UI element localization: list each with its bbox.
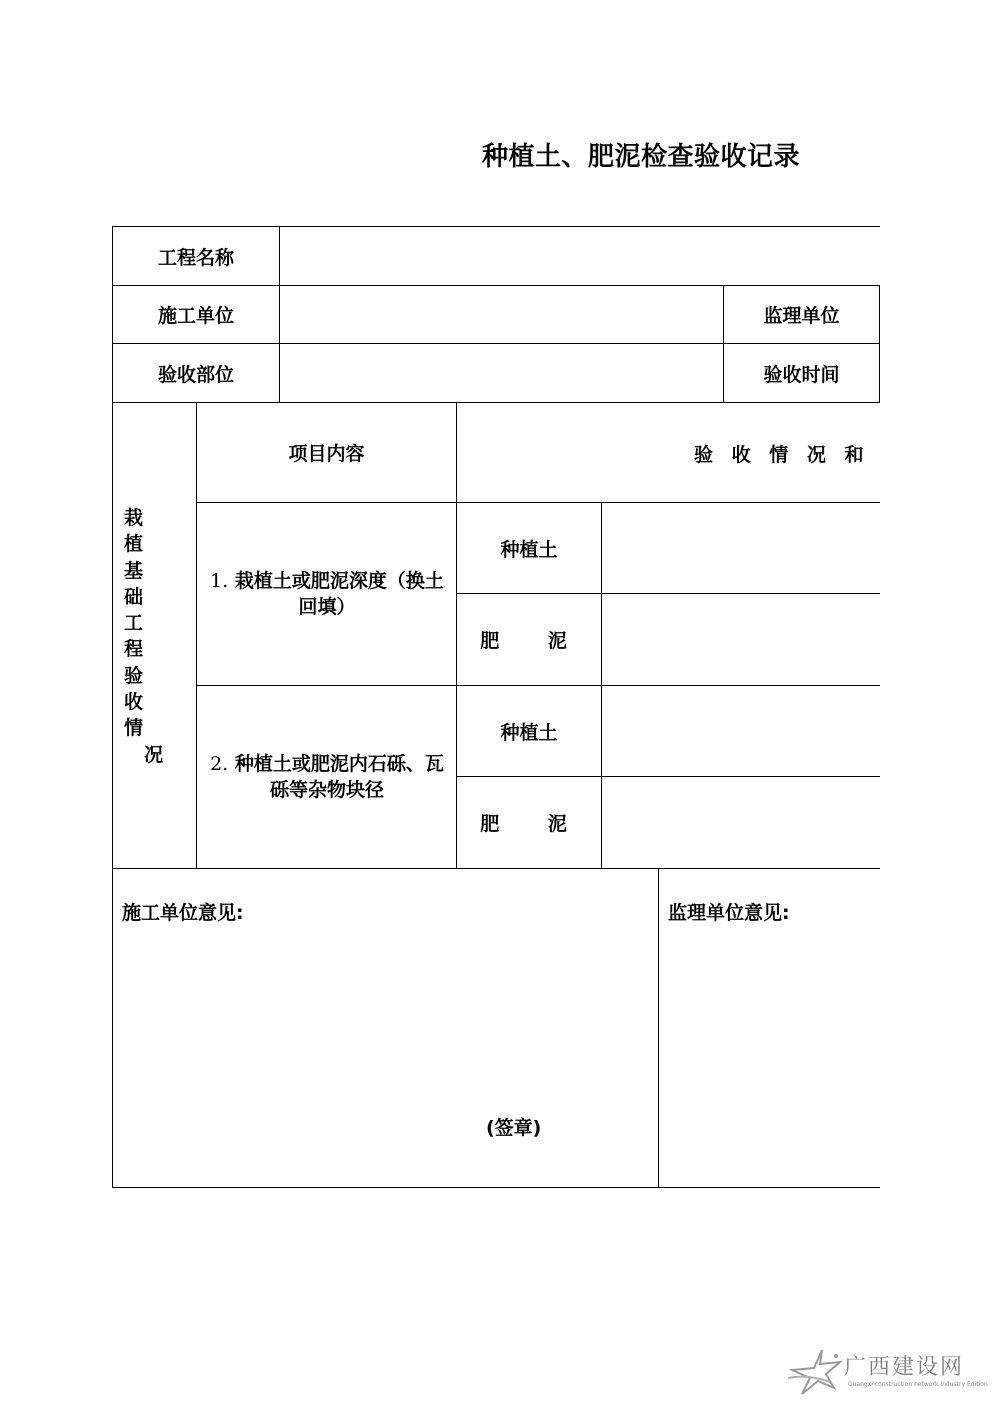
project-name-value[interactable] — [281, 228, 879, 284]
side-label-char: 况 — [144, 743, 164, 766]
acceptance-part-label: 验收部位 — [157, 363, 234, 386]
side-label-char: 工 — [124, 612, 144, 635]
project-name-label: 工程名称 — [157, 246, 234, 269]
item-1-planting-soil-result[interactable] — [603, 504, 879, 592]
construction-unit-label: 施工单位 — [157, 305, 234, 327]
item-content-header: 项目内容 — [288, 443, 365, 465]
side-label-vertical — [124, 505, 168, 768]
side-label-char: 验 — [124, 664, 144, 687]
signature-label: (签章) — [486, 1117, 542, 1139]
table-rule — [279, 226, 280, 402]
side-label-char: 础 — [124, 585, 144, 608]
item-2-text: 种植土或肥泥内石砾、瓦砾等杂物块径 — [234, 753, 444, 801]
watermark-name-en: Guangxi construction network Industry Edition — [848, 1381, 988, 1388]
table-rule — [658, 868, 659, 1187]
item-2-planting-soil-result[interactable] — [603, 687, 879, 775]
item-2-sub-planting-soil: 种植土 — [500, 721, 558, 744]
side-label-char: 植 — [124, 533, 144, 556]
item-2-fertile-mud-result[interactable] — [603, 778, 879, 867]
item-1-sub-planting-soil: 种植土 — [500, 538, 558, 561]
item-1-description — [204, 503, 450, 685]
table-border-bottom — [112, 1187, 880, 1188]
item-1-sub-fertile-mud: 肥 泥 — [480, 630, 588, 652]
side-label-char: 收 — [124, 691, 144, 714]
table-rule — [601, 502, 602, 868]
item-1-text: 栽植土或肥泥深度（换土回填） — [234, 570, 444, 618]
side-label-char: 基 — [124, 559, 144, 582]
supervision-opinion-field[interactable] — [660, 930, 879, 1186]
side-label-char: 程 — [124, 638, 144, 661]
acceptance-part-value[interactable] — [281, 345, 722, 401]
side-label-char: 栽 — [124, 507, 144, 529]
item-2-sub-fertile-mud: 肥 泥 — [480, 813, 588, 835]
item-2-number: 2. — [210, 753, 229, 775]
site-watermark-logo — [784, 1348, 988, 1396]
construction-opinion-label: 施工单位意见: — [122, 902, 244, 924]
table-rule — [879, 285, 880, 402]
construction-unit-value[interactable] — [281, 287, 722, 342]
item-1-fertile-mud-result[interactable] — [603, 595, 879, 684]
item-1-number: 1. — [210, 570, 229, 592]
star-logo-icon — [784, 1348, 844, 1396]
page-title: 种植土、肥泥检查验收记录 — [482, 142, 801, 172]
supervision-opinion-label: 监理单位意见: — [668, 902, 790, 924]
watermark-name-cn: 广西建设网 — [844, 1355, 965, 1380]
item-2-description — [204, 686, 450, 868]
construction-opinion-field[interactable] — [114, 930, 657, 1110]
side-label-char: 情 — [124, 717, 144, 740]
acceptance-result-header: 验 收 情 况 和 — [694, 444, 864, 466]
table-rule — [112, 868, 880, 869]
supervision-unit-label: 监理单位 — [763, 305, 840, 327]
acceptance-time-label: 验收时间 — [763, 363, 840, 386]
